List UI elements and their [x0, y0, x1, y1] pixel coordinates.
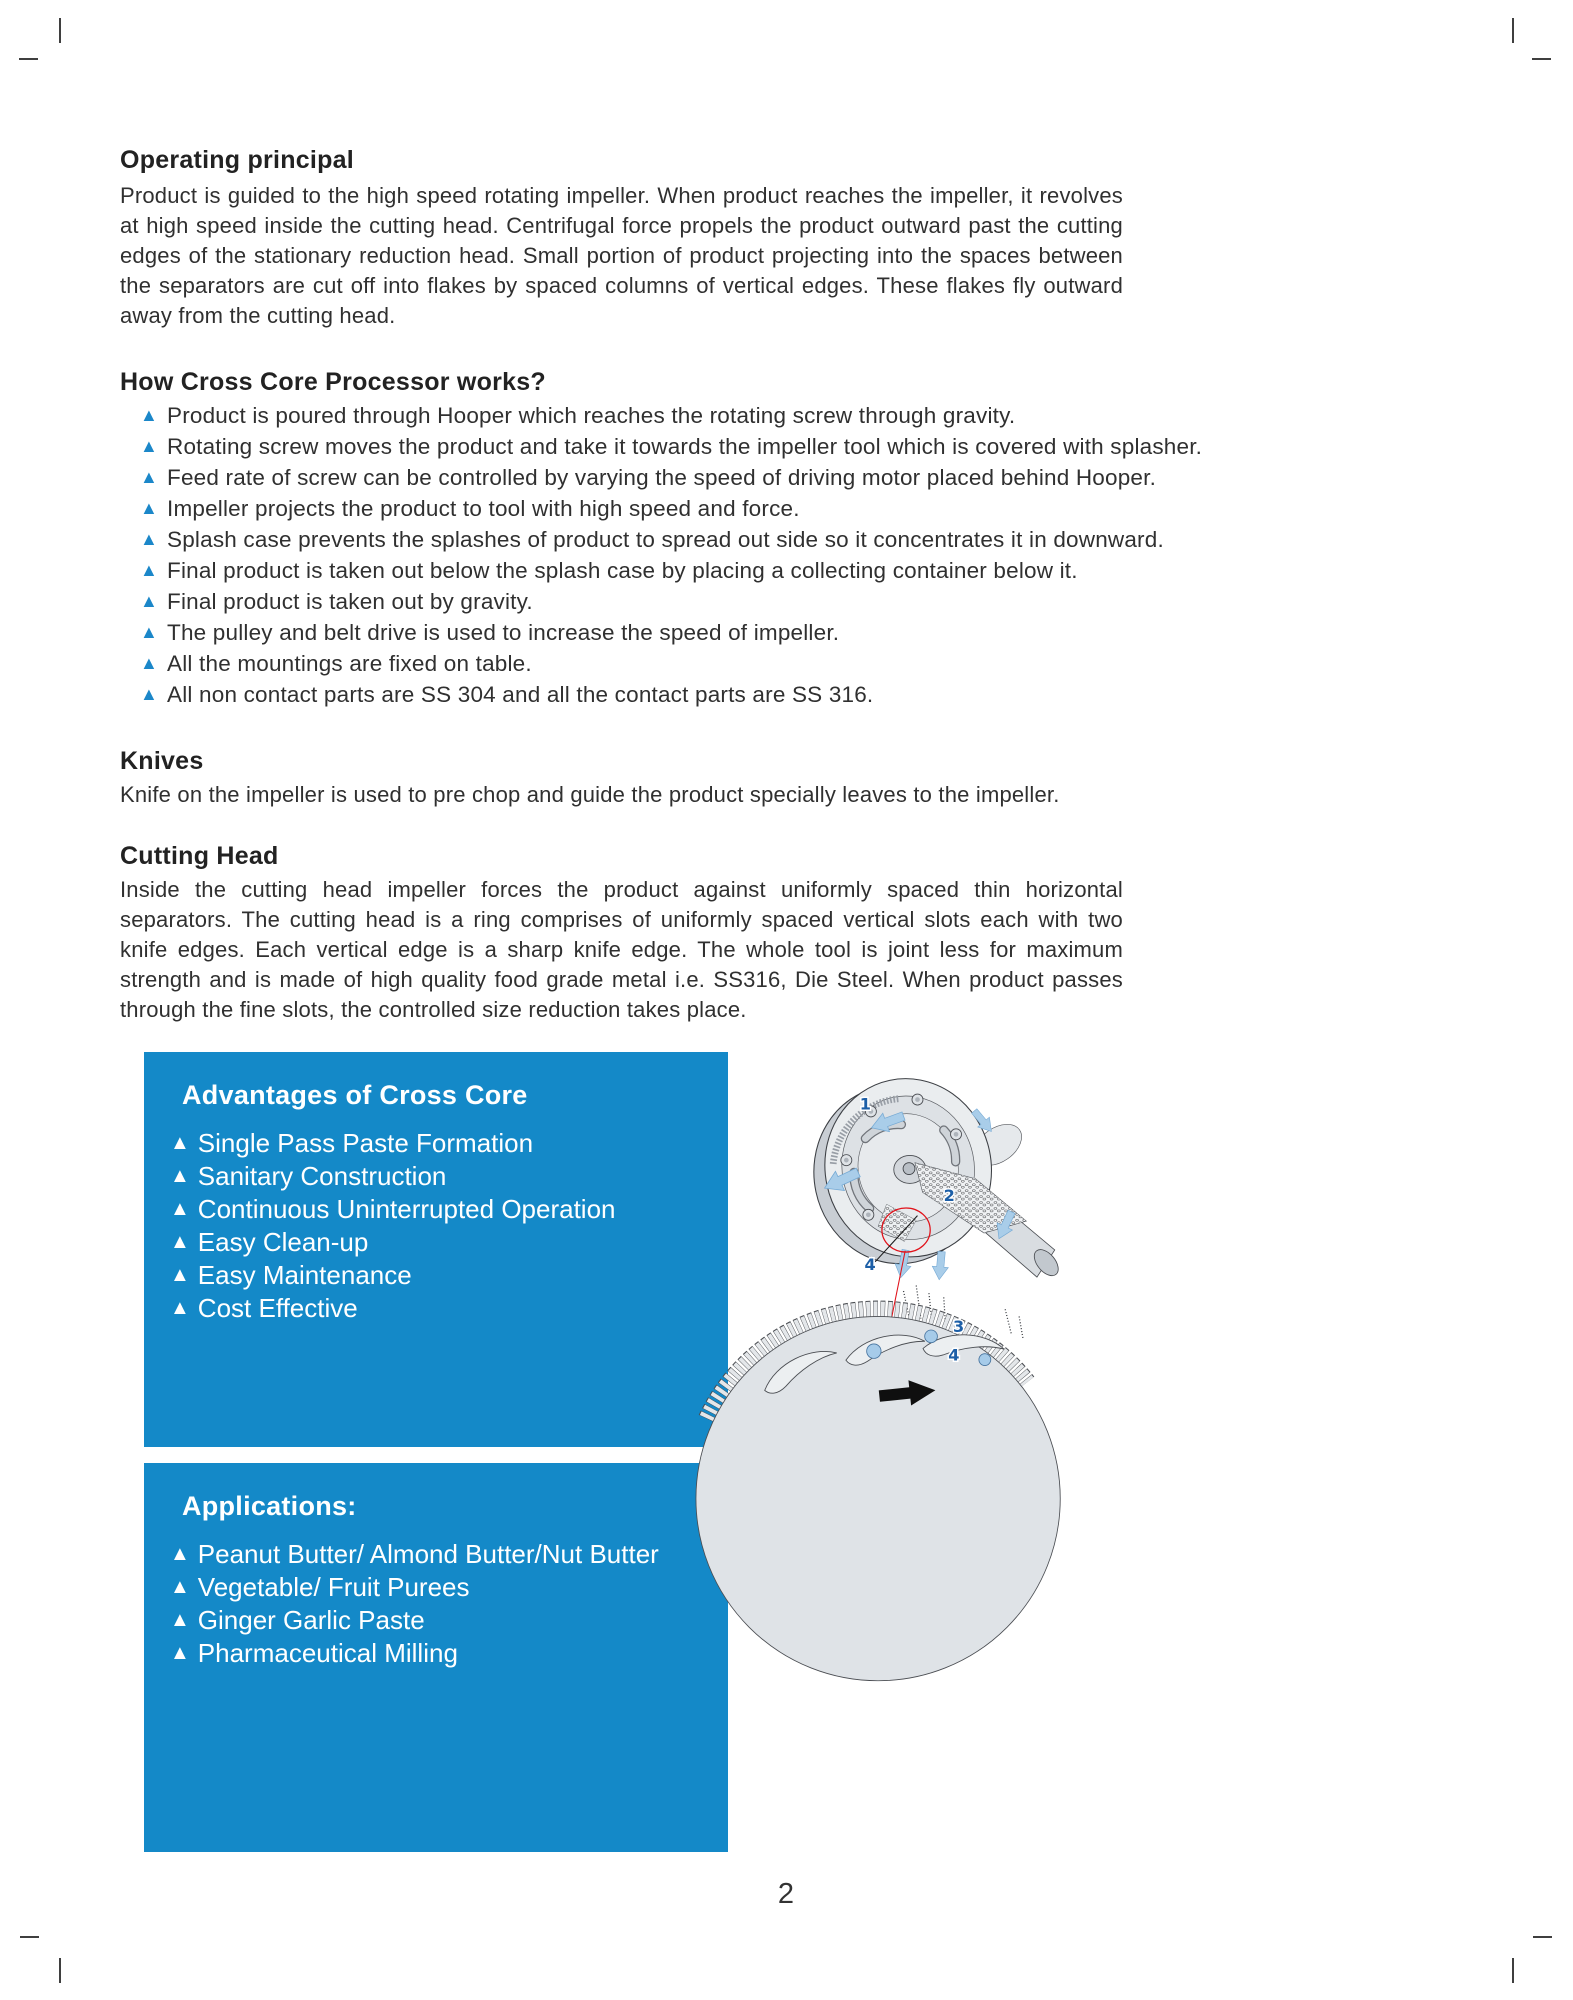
triangle-bullet-icon: ▲: [170, 1132, 190, 1154]
list-item-text: Peanut Butter/ Almond Butter/Nut Butter: [197, 1539, 659, 1569]
section-heading-operating-principal: Operating principal: [120, 146, 354, 174]
triangle-bullet-icon: ▲: [140, 684, 159, 704]
triangle-bullet-icon: ▲: [140, 405, 159, 425]
crop-mark: [59, 18, 61, 43]
list-item: [140, 586, 1143, 617]
list-item-text: Easy Clean-up: [197, 1227, 369, 1257]
machine-illustration: [600, 1075, 1440, 1865]
list-item-text: Product is poured through Hooper which reaches the rotating screw through gravity.: [167, 403, 1016, 428]
triangle-bullet-icon: ▲: [140, 467, 159, 487]
triangle-bullet-icon: ▲: [170, 1642, 190, 1664]
page-number: 2: [777, 1878, 795, 1910]
impeller-assembly: [797, 1075, 1063, 1345]
triangle-bullet-icon: ▲: [140, 622, 159, 642]
triangle-bullet-icon: ▲: [140, 560, 159, 580]
list-item: [140, 400, 1143, 431]
callout-4-lower: 4: [948, 1345, 960, 1365]
crop-mark: [1532, 58, 1551, 60]
callout-1: 1: [859, 1094, 871, 1114]
crop-mark: [59, 1958, 61, 1983]
list-item-text: Pharmaceutical Milling: [197, 1638, 458, 1668]
cutting-head-dome: [696, 1316, 1060, 1680]
list-item-text: Final product is taken out by gravity.: [167, 589, 533, 614]
cutting-head-detail: [696, 1286, 1060, 1681]
list-item: [140, 493, 1143, 524]
triangle-bullet-icon: ▲: [170, 1543, 190, 1565]
list-item-text: Easy Maintenance: [197, 1260, 412, 1290]
list-item-text: All non contact parts are SS 304 and all the contact parts are SS 316.: [167, 682, 874, 707]
crop-mark: [1512, 1958, 1514, 1983]
triangle-bullet-icon: ▲: [170, 1609, 190, 1631]
callout-2: 2: [943, 1185, 955, 1205]
triangle-bullet-icon: ▲: [170, 1264, 190, 1286]
applications-title: Applications:: [182, 1491, 357, 1521]
list-item-text: All the mountings are fixed on table.: [167, 651, 532, 676]
triangle-bullet-icon: ▲: [170, 1198, 190, 1220]
triangle-bullet-icon: ▲: [140, 591, 159, 611]
how-it-works-list: [140, 400, 1203, 710]
triangle-bullet-icon: ▲: [140, 529, 159, 549]
list-item: [140, 524, 1164, 555]
list-item-text: Rotating screw moves the product and take it towards the impeller tool which is covered with splasher.: [167, 434, 1203, 459]
triangle-bullet-icon: ▲: [170, 1297, 190, 1319]
list-item: [140, 648, 1143, 679]
triangle-bullet-icon: ▲: [170, 1231, 190, 1253]
section-heading-knives: Knives: [120, 747, 204, 775]
list-item: [140, 431, 1203, 462]
list-item-text: Vegetable/ Fruit Purees: [197, 1572, 470, 1602]
crop-mark: [20, 1936, 39, 1938]
operating-principal-paragraph: Product is guided to the high speed rotating impeller. When product reaches the impeller, it revolves at high speed inside the cutting head. Centrifugal force propels the product outward past the cutting edges of the stationary reduction head. Small portion of product projecting into the spaces between the separators are cut off into flakes by spaced columns of vertical edges. These flakes fly outward away from the cutting head.: [120, 183, 1123, 328]
list-item-text: Continuous Uninterrupted Operation: [197, 1194, 616, 1224]
crop-mark: [19, 58, 38, 60]
crop-mark: [1533, 1936, 1552, 1938]
list-item: [140, 555, 1143, 586]
triangle-bullet-icon: ▲: [170, 1576, 190, 1598]
list-item: [140, 617, 1143, 648]
list-item-text: Final product is taken out below the splash case by placing a collecting container below it.: [167, 558, 1078, 583]
triangle-bullet-icon: ▲: [140, 498, 159, 518]
list-item: [140, 679, 1143, 710]
splash-case-disc: [797, 1075, 1008, 1279]
triangle-bullet-icon: ▲: [170, 1165, 190, 1187]
section-heading-cutting-head: Cutting Head: [120, 842, 279, 870]
list-item-text: The pulley and belt drive is used to increase the speed of impeller.: [167, 620, 840, 645]
callout-3: 3: [952, 1317, 965, 1337]
advantages-title: Advantages of Cross Core: [182, 1080, 528, 1110]
list-item-text: Cost Effective: [197, 1293, 358, 1323]
list-item-text: Impeller projects the product to tool with high speed and force.: [167, 496, 800, 521]
triangle-bullet-icon: ▲: [140, 653, 159, 673]
list-item: [140, 462, 1157, 493]
list-item-text: Sanitary Construction: [197, 1161, 447, 1191]
cutting-head-paragraph: Inside the cutting head impeller forces the product against uniformly spaced thin horizontal separators. The cutting head is a ring comprises of uniformly spaced vertical slots each with two knife edges. Each vertical edge is a sharp knife edge. The whole tool is joint less for maximum strength and is made of high quality food grade metal i.e. SS316, Die Steel. When product passes through the fine slots, the controlled size reduction takes place.: [120, 877, 1123, 1022]
list-item-text: Ginger Garlic Paste: [197, 1605, 425, 1635]
list-item-text: Splash case prevents the splashes of product to spread out side so it concentrates it in downward.: [167, 527, 1164, 552]
crop-mark: [1512, 18, 1514, 43]
section-heading-how-it-works: How Cross Core Processor works?: [120, 368, 546, 396]
triangle-bullet-icon: ▲: [140, 436, 159, 456]
callout-4-upper: 4: [864, 1254, 876, 1274]
list-item-text: Feed rate of screw can be controlled by varying the speed of driving motor placed behind Hooper.: [167, 465, 1157, 490]
list-item-text: Single Pass Paste Formation: [197, 1128, 534, 1158]
knives-paragraph: Knife on the impeller is used to pre chop and guide the product specially leaves to the impeller.: [120, 782, 1060, 807]
